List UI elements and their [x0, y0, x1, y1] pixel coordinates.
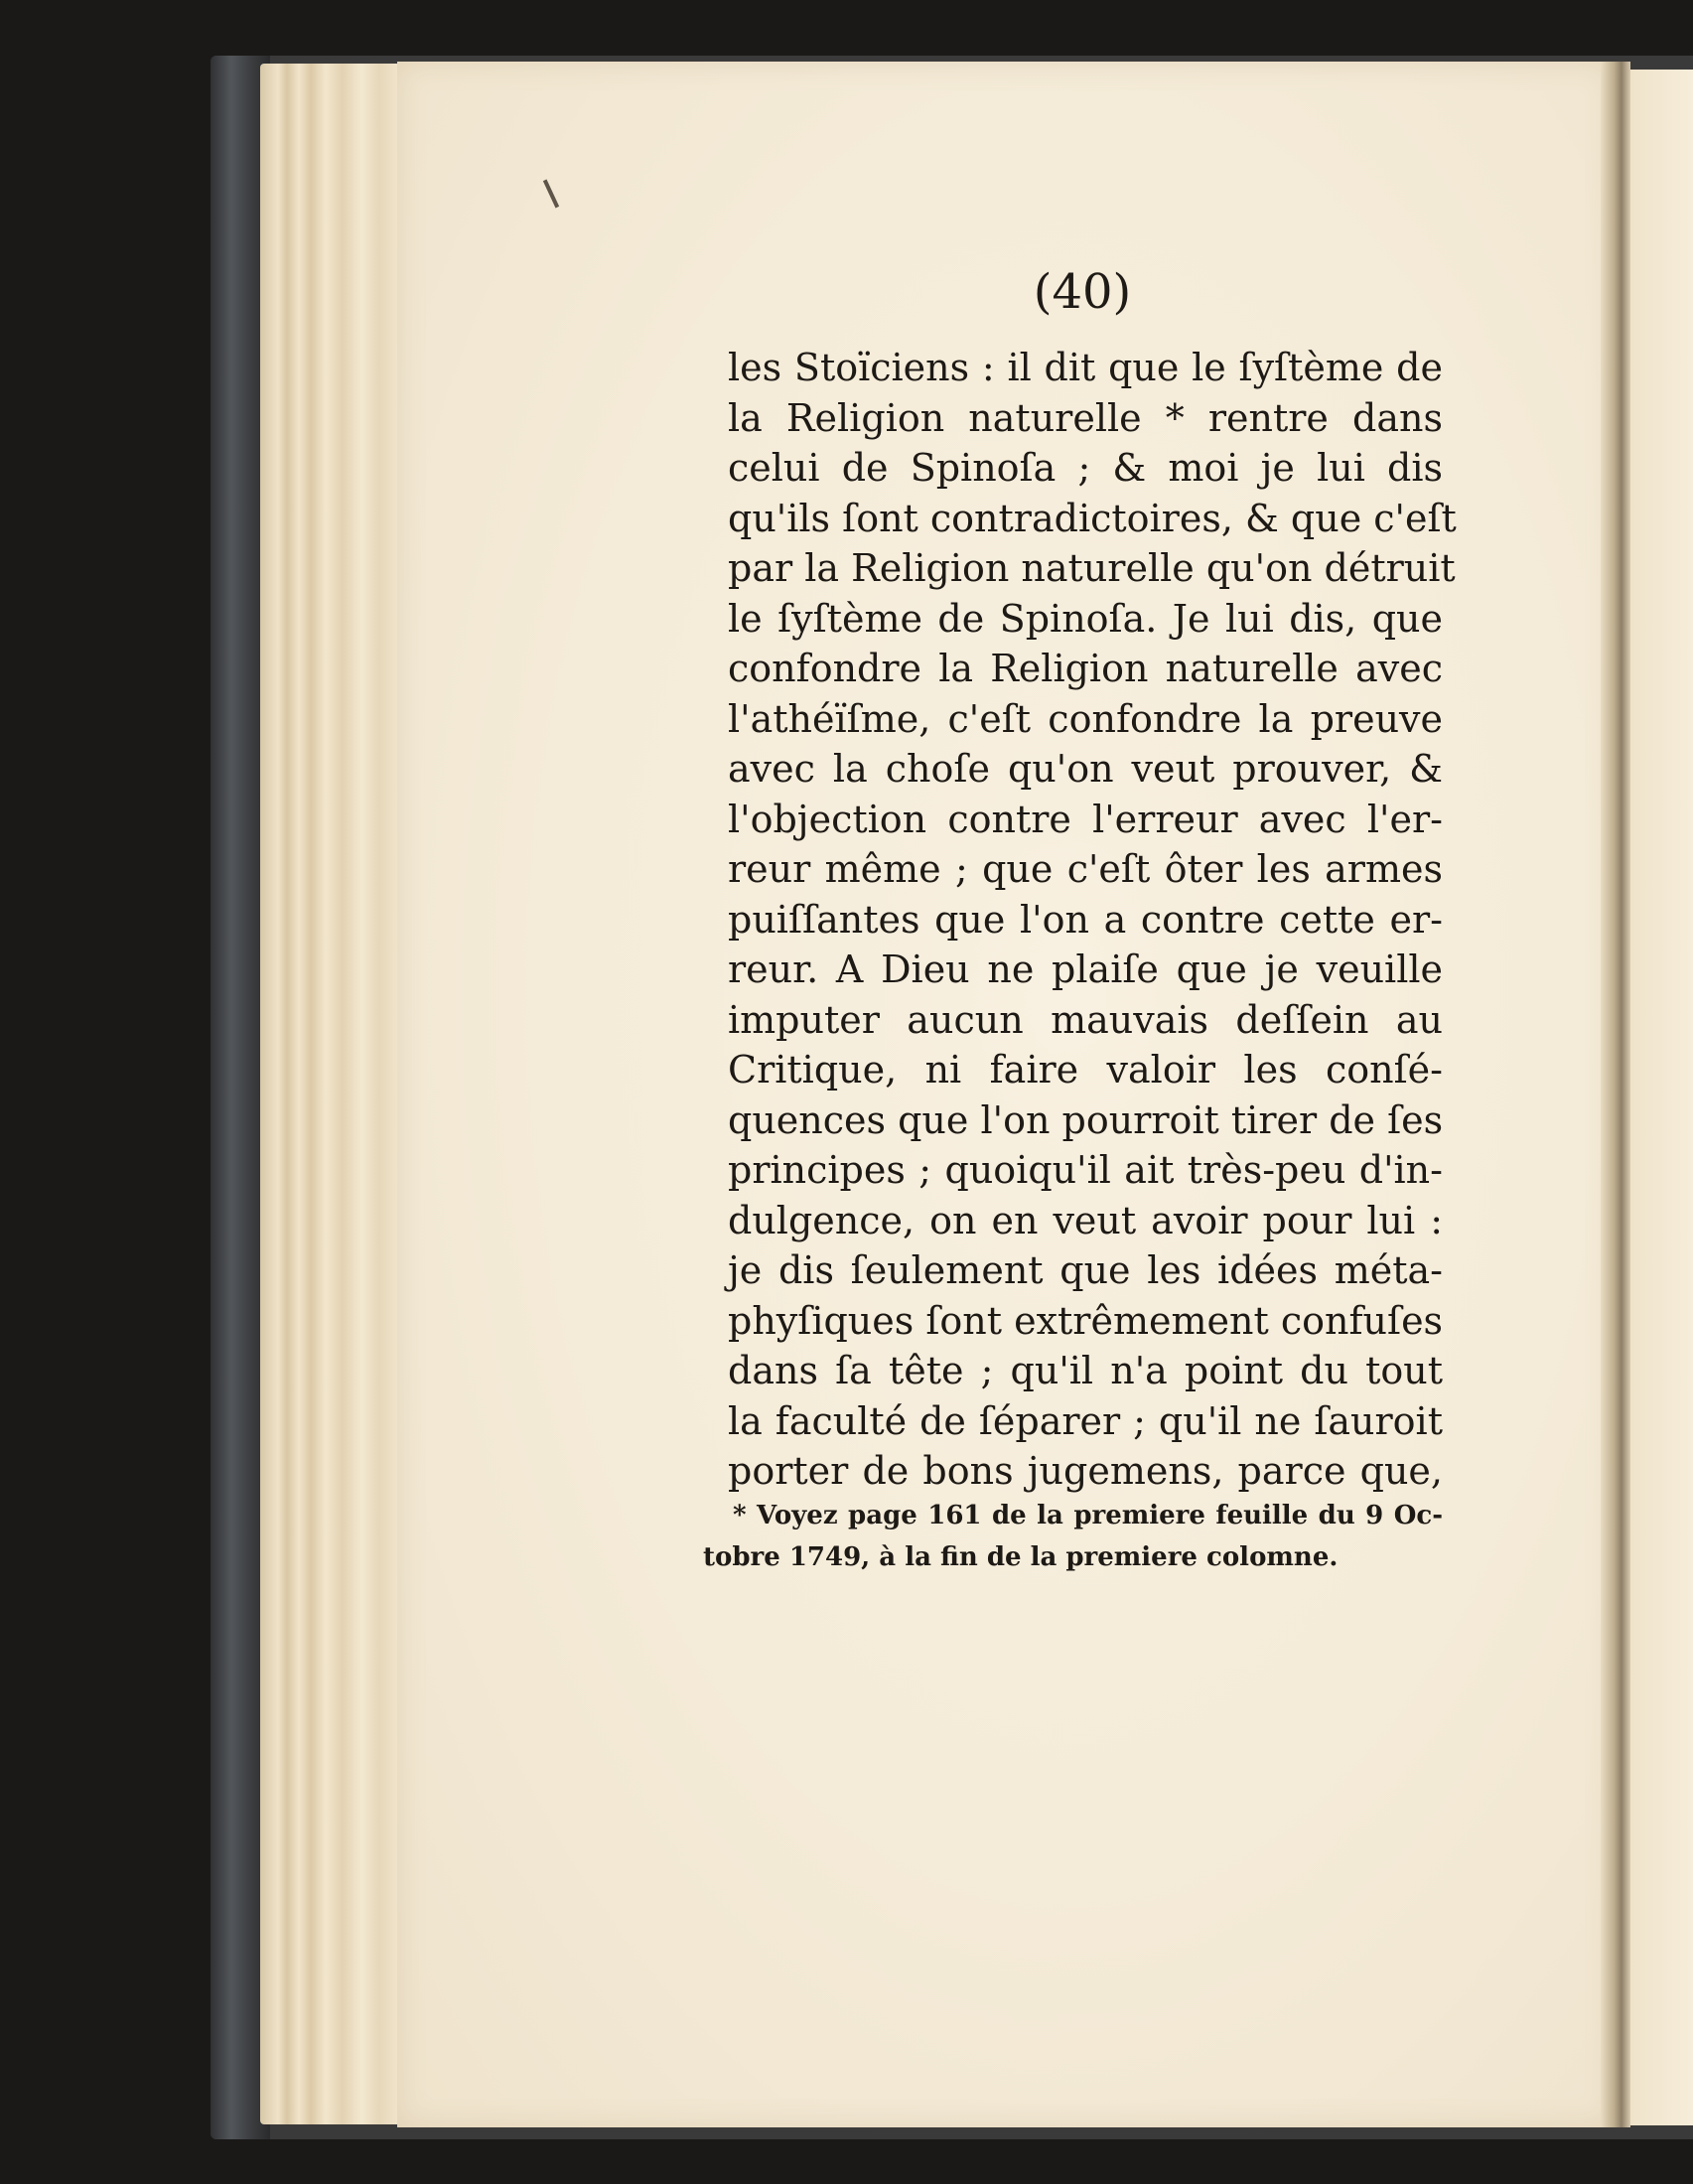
text-line: quences que l'on pourroit tirer de ſes — [728, 1097, 1444, 1142]
footnote — [703, 1495, 1443, 1578]
text-line: imputer aucun mauvais deſſein au — [728, 997, 1443, 1042]
text-line: l'athéïſme, c'eſt confondre la preuve — [728, 696, 1443, 741]
text-line: reur même ; que c'eſt ôter les armes — [728, 847, 1443, 891]
text-line: le ſyſtème de Spinoſa. Je lui dis, que — [728, 596, 1443, 641]
text-line: l'objection contre l'erreur avec l'er- — [728, 797, 1443, 841]
text-line: la faculté de ſéparer ; qu'il ne ſauroit — [728, 1398, 1443, 1443]
text-line: dans ſa tête ; qu'il n'a point du tout — [728, 1349, 1443, 1392]
text-line: porter de bons jugemens, parce que, — [728, 1449, 1443, 1493]
text-line: la Religion naturelle * rentre dans — [728, 395, 1443, 440]
book-gutter — [1601, 62, 1630, 2127]
footnote-line: * Voyez page 161 de la premiere feuille du 9 Oc- — [733, 1501, 1443, 1530]
text-line: Critique, ni faire valoir les conſé- — [728, 1048, 1443, 1092]
text-line: puiſſantes que l'on a contre cette er- — [728, 897, 1443, 942]
right-page-edge — [1630, 70, 1693, 2125]
page-edges — [260, 64, 409, 2124]
text-line: dulgence, on en veut avoir pour lui : — [728, 1198, 1443, 1242]
body-text — [728, 343, 1457, 1497]
text-line: je dis ſeulement que les idées méta- — [728, 1248, 1443, 1292]
text-line: reur. A Dieu ne plaiſe que je veuille — [728, 947, 1443, 991]
text-line: principes ; quoiqu'il ait très-peu d'in- — [728, 1148, 1443, 1192]
text-line: qu'ils ſont contradictoires, & que c'eſt — [728, 496, 1457, 540]
text-line: celui de Spinoſa ; & moi je lui dis — [728, 446, 1443, 490]
text-line: les Stoïciens : il dit que le ſyſtème de — [728, 346, 1443, 389]
text-line: phyſiques ſont extrêmement confuſes — [728, 1298, 1444, 1343]
page-number: (40) — [1033, 264, 1132, 320]
footnote-line: tobre 1749, à la fin de la premiere colomne. — [703, 1542, 1339, 1572]
text-line: confondre la Religion naturelle avec — [728, 647, 1443, 690]
text-line: avec la choſe qu'on veut prouver, & — [728, 747, 1443, 791]
text-line: par la Religion naturelle qu'on détruit — [728, 546, 1456, 590]
